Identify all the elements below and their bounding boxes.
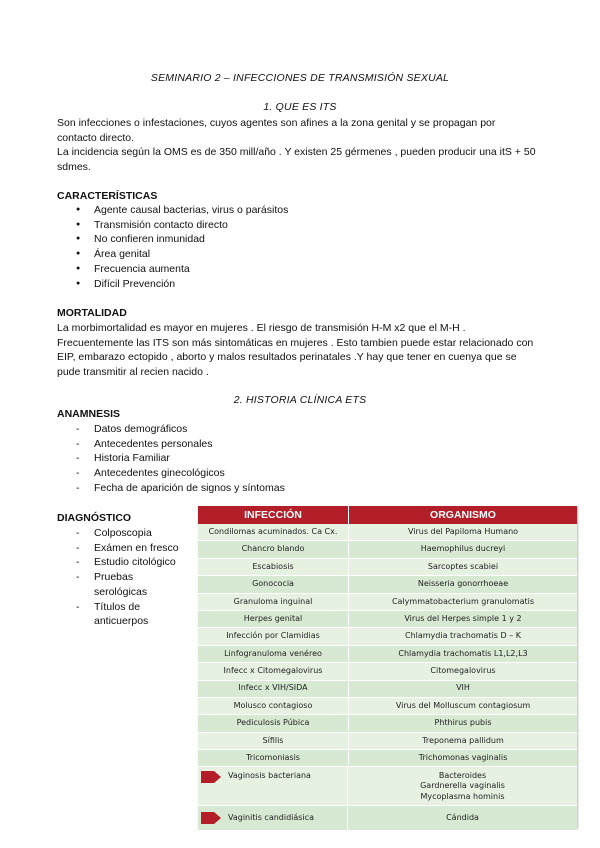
table-row xyxy=(198,715,577,732)
arrow-marker-icon xyxy=(201,771,221,783)
table-row xyxy=(198,681,577,698)
header-infeccion: INFECCIÓN xyxy=(198,506,349,524)
cell-organismo xyxy=(349,628,577,644)
list-item: - Historia Familiar xyxy=(57,451,457,466)
cell-organismo xyxy=(349,594,577,610)
list-item: - Antecedentes ginecológicos xyxy=(57,466,457,481)
organismo-text: Citomegalovirus xyxy=(430,666,496,676)
cell-organismo xyxy=(349,663,577,679)
infeccion-text: Vaginosis bacteriana xyxy=(228,771,311,781)
table-row xyxy=(198,698,577,715)
table-row xyxy=(198,750,577,767)
organismo-text: Virus del Molluscum contagiosum xyxy=(395,700,531,710)
cell-infeccion xyxy=(198,681,349,697)
intro-line: Son infecciones o infestaciones, cuyos agentes son afines a la zona genital y se propagan por xyxy=(57,117,496,129)
table-row xyxy=(198,576,577,593)
organismo-line: Mycoplasma hominis xyxy=(420,791,505,801)
infeccion-text: Condilomas acuminados. Ca Cx. xyxy=(208,526,338,536)
infeccion-text: Infección por Clamidias xyxy=(226,631,320,641)
diagnostico-list xyxy=(57,526,197,629)
organismo-text: Chlamydia trachomatis L1,L2,L3 xyxy=(398,648,528,658)
cell-organismo xyxy=(349,524,577,540)
organismo-line: Gardnerella vaginalis xyxy=(420,781,505,791)
mortalidad-line: La morbimortalidad es mayor en mujeres . El riesgo de transmisión H-M x2 que el M-H . xyxy=(57,322,466,334)
infeccion-text: Gonococia xyxy=(252,579,294,589)
table-row xyxy=(198,628,577,645)
infeccion-text: Pediculosis Púbica xyxy=(236,718,310,728)
infeccion-text: Tricomoniasis xyxy=(246,753,300,763)
list-item: - Pruebas serológicas xyxy=(57,570,164,599)
cell-infeccion xyxy=(198,594,349,610)
cell-organismo xyxy=(349,681,577,697)
organismo-text: VIH xyxy=(456,683,470,693)
organismo-text: Calymmatobacterium granulomatis xyxy=(391,596,535,606)
infeccion-text: Linfogranuloma venéreo xyxy=(224,648,322,658)
cell-infeccion xyxy=(198,541,349,557)
anamnesis-heading: ANAMNESIS xyxy=(57,408,121,420)
table-row xyxy=(198,594,577,611)
cell-organismo xyxy=(349,715,577,731)
list-item: - Antecedentes personales xyxy=(57,437,457,452)
cell-organismo xyxy=(348,806,577,830)
list-item: - Datos demográficos xyxy=(57,422,457,437)
mortalidad-heading: MORTALIDAD xyxy=(57,307,127,319)
intro-line: contacto directo. xyxy=(57,131,135,144)
table-body xyxy=(198,524,577,831)
cell-organismo xyxy=(349,576,577,592)
mortalidad-line: Frecuentemente las ITS son más sintomáticas en mujeres . Esto tambien puede estar relacionado con xyxy=(57,336,534,349)
list-item: ● Área genital xyxy=(57,247,457,262)
organismo-text: Treponema pallidum xyxy=(422,735,504,745)
infeccion-text: Vaginitis candidiásica xyxy=(228,813,314,823)
section-2-heading: 2. HISTORIA CLÍNICA ETS xyxy=(233,394,367,406)
list-item: - Fecha de aparición de signos y síntomas xyxy=(57,481,457,496)
list-item: ● Transmisión contacto directo xyxy=(57,218,457,233)
table-row xyxy=(198,524,577,541)
list-item: - Títulos de anticuerpos xyxy=(57,600,164,629)
section-1-heading: 1. QUE ES ITS xyxy=(263,101,337,113)
cell-infeccion xyxy=(198,663,349,679)
organismo-text: Haemophilus ducreyi xyxy=(420,544,506,554)
cell-organismo xyxy=(348,767,577,805)
mortalidad-paragraph xyxy=(57,321,567,379)
organismo-text: Phthirus pubis xyxy=(434,718,492,728)
mortalidad-line: pude transmitir al recien nacido . xyxy=(57,365,209,378)
table-row xyxy=(198,611,577,628)
header-organismo: ORGANISMO xyxy=(430,509,496,521)
infeccion-text: Chancro blando xyxy=(241,544,305,554)
cell-infeccion xyxy=(198,611,349,627)
table-row xyxy=(198,646,577,663)
list-item: ● No confieren inmunidad xyxy=(57,232,457,247)
list-item: ● Frecuencia aumenta xyxy=(57,262,457,277)
table-row xyxy=(198,541,577,558)
cell-infeccion xyxy=(198,750,349,766)
infeccion-text: Herpes genital xyxy=(243,613,303,623)
cell-organismo xyxy=(349,750,577,766)
intro-paragraph xyxy=(57,116,567,174)
list-item: - Exámen en fresco xyxy=(57,541,197,556)
infeccion-text: Infecc x VIH/SIDA xyxy=(238,683,308,693)
cell-infeccion xyxy=(198,715,349,731)
table-row xyxy=(198,733,577,750)
cell-organismo xyxy=(349,733,577,749)
infeccion-text: Molusco contagioso xyxy=(233,700,313,710)
organismo-text: Cándida xyxy=(446,813,479,823)
caracteristicas-list xyxy=(57,203,457,291)
anamnesis-list xyxy=(57,422,457,496)
cell-infeccion xyxy=(198,806,348,830)
organismo-text: Neisseria gonorrhoeae xyxy=(417,579,509,589)
organismo-text: Chlamydia trachomatis D – K xyxy=(404,631,521,641)
infeccion-text: Infecc x Citomegalovirus xyxy=(223,666,323,676)
list-item: ● Agente causal bacterias, virus o parásitos xyxy=(57,203,457,218)
cell-organismo xyxy=(349,611,577,627)
organismo-text: Trichomonas vaginalis xyxy=(418,753,508,763)
table-row xyxy=(198,559,577,576)
table-row xyxy=(198,806,577,831)
table-header xyxy=(198,506,577,524)
page-title: SEMINARIO 2 – INFECCIONES DE TRANSMISIÓN SEXUAL xyxy=(150,72,450,84)
organismo-text: Virus del Papiloma Humano xyxy=(407,526,519,536)
cell-infeccion xyxy=(198,628,349,644)
cell-infeccion xyxy=(198,576,349,592)
table-row xyxy=(198,663,577,680)
cell-infeccion xyxy=(198,733,349,749)
organismo-text: Virus del Herpes simple 1 y 2 xyxy=(404,613,522,623)
caracteristicas-heading: CARACTERÍSTICAS xyxy=(57,190,158,202)
organismo-line: Bacteroides xyxy=(438,770,487,780)
arrow-marker-icon xyxy=(201,812,221,824)
cell-organismo xyxy=(349,646,577,662)
mortalidad-line: EIP, embarazo ectopido , aborto y malos resultados perinatales .Y hay que tener en cuenya que se xyxy=(57,351,517,363)
cell-infeccion xyxy=(198,646,349,662)
cell-infeccion xyxy=(198,524,349,540)
diagnostico-heading: DIAGNÓSTICO xyxy=(57,512,132,524)
cell-infeccion xyxy=(198,559,349,575)
list-item: - Estudio citológico xyxy=(57,555,197,570)
infeccion-text: Granuloma inguinal xyxy=(233,596,313,606)
organismo-text: Sarcoptes scabiei xyxy=(427,561,499,571)
list-item: ● Difícil Prevención xyxy=(57,277,457,292)
cell-infeccion xyxy=(198,767,348,805)
infeccion-text: Sífilis xyxy=(262,735,284,745)
cell-organismo xyxy=(349,541,577,557)
intro-line: sdmes. xyxy=(57,160,91,173)
intro-line: La incidencia según la OMS es de 350 mill/año . Y existen 25 gérmenes , pueden producir una itS + 50 xyxy=(57,146,536,158)
cell-infeccion xyxy=(198,698,349,714)
cell-organismo xyxy=(349,559,577,575)
its-table xyxy=(198,506,577,828)
list-item: - Colposcopia xyxy=(57,526,197,541)
cell-organismo xyxy=(349,698,577,714)
table-row xyxy=(198,767,577,806)
infeccion-text: Escabiosis xyxy=(252,561,294,571)
